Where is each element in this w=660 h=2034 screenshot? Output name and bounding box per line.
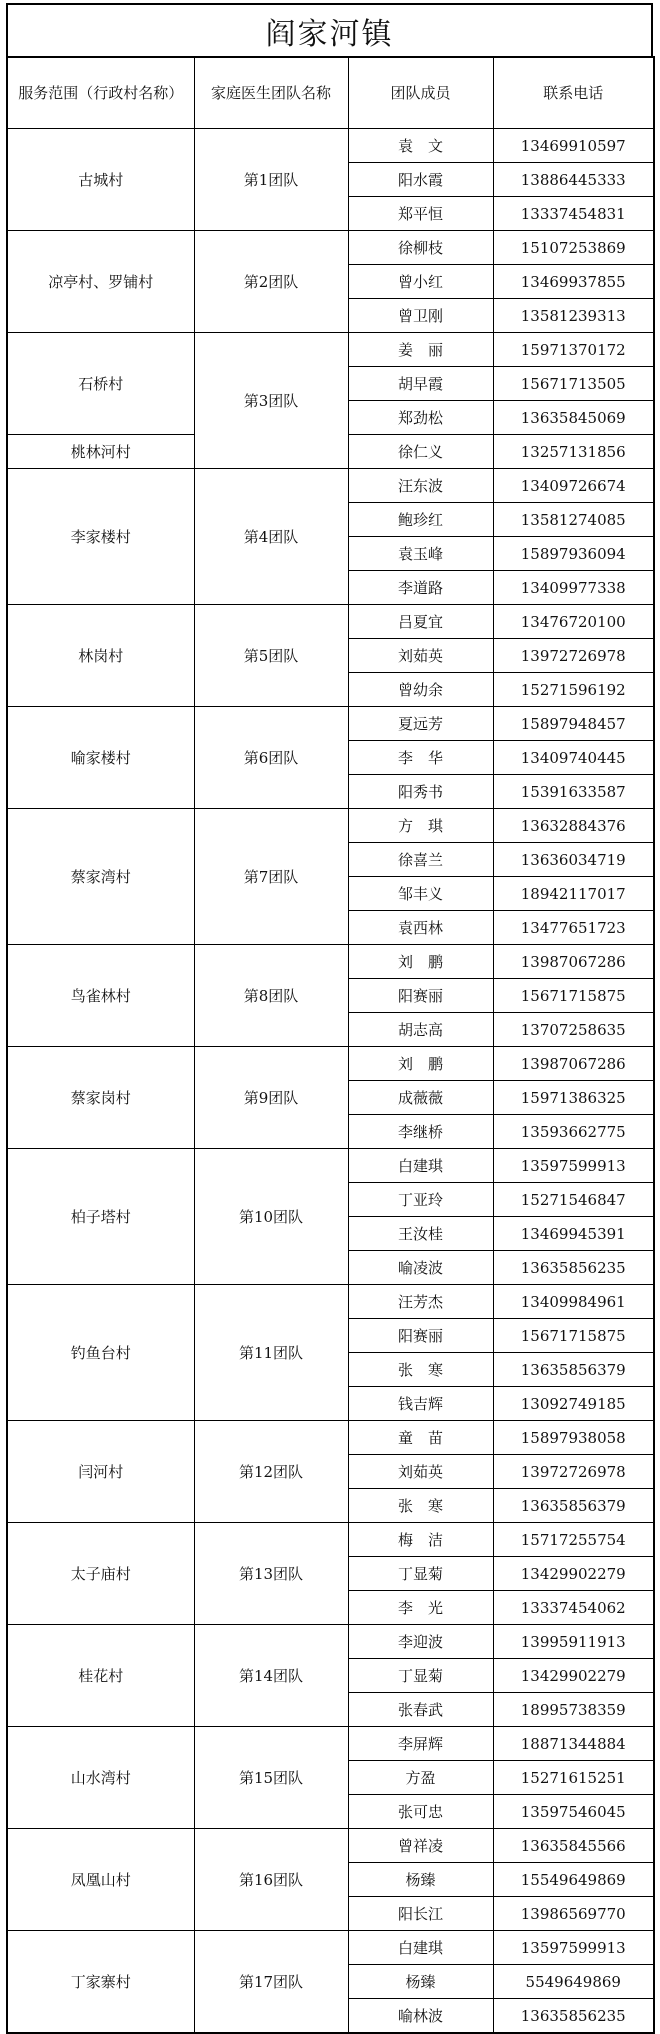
member-name-cell: 杨臻 <box>348 1863 493 1897</box>
team-name-cell: 第13团队 <box>194 1523 348 1625</box>
member-name-cell: 李 华 <box>348 741 493 775</box>
phone-cell: 13972726978 <box>493 1455 654 1489</box>
village-cell: 林岗村 <box>7 605 194 707</box>
member-name-cell: 刘 鹏 <box>348 945 493 979</box>
phone-cell: 15971370172 <box>493 333 654 367</box>
phone-cell: 15271546847 <box>493 1183 654 1217</box>
member-name-cell: 阳长江 <box>348 1897 493 1931</box>
member-name-cell: 张 寒 <box>348 1489 493 1523</box>
phone-cell: 15391633587 <box>493 775 654 809</box>
member-name-cell: 郑平恒 <box>348 197 493 231</box>
member-name-cell: 丁亚玲 <box>348 1183 493 1217</box>
phone-cell: 15671715875 <box>493 1319 654 1353</box>
table-row <box>7 1047 654 1081</box>
member-name-cell: 张春武 <box>348 1693 493 1727</box>
member-name-cell: 邹丰义 <box>348 877 493 911</box>
village-cell: 太子庙村 <box>7 1523 194 1625</box>
team-name-cell: 第17团队 <box>194 1931 348 2034</box>
phone-cell: 13476720100 <box>493 605 654 639</box>
phone-cell: 13581274085 <box>493 503 654 537</box>
table-row <box>7 1625 654 1659</box>
phone-cell: 13707258635 <box>493 1013 654 1047</box>
member-name-cell: 张 寒 <box>348 1353 493 1387</box>
table-row <box>7 945 654 979</box>
team-name-cell: 第8团队 <box>194 945 348 1047</box>
team-name-cell: 第11团队 <box>194 1285 348 1421</box>
member-name-cell: 钱吉辉 <box>348 1387 493 1421</box>
member-name-cell: 汪东波 <box>348 469 493 503</box>
table-row <box>7 1421 654 1455</box>
member-name-cell: 梅 洁 <box>348 1523 493 1557</box>
team-name-cell: 第10团队 <box>194 1149 348 1285</box>
table-row <box>7 605 654 639</box>
member-name-cell: 白建琪 <box>348 1149 493 1183</box>
team-name-cell: 第3团队 <box>194 333 348 469</box>
phone-cell: 13409740445 <box>493 741 654 775</box>
member-name-cell: 鲍珍红 <box>348 503 493 537</box>
member-name-cell: 胡早霞 <box>348 367 493 401</box>
village-cell: 石桥村 <box>7 333 194 435</box>
phone-cell: 13593662775 <box>493 1115 654 1149</box>
team-name-cell: 第4团队 <box>194 469 348 605</box>
member-name-cell: 刘 鹏 <box>348 1047 493 1081</box>
member-name-cell: 徐仁义 <box>348 435 493 469</box>
member-name-cell: 汪芳杰 <box>348 1285 493 1319</box>
village-cell: 桃林河村 <box>7 435 194 469</box>
page-title: 阎家河镇 <box>6 3 653 56</box>
phone-cell: 13429902279 <box>493 1659 654 1693</box>
member-name-cell: 胡志高 <box>348 1013 493 1047</box>
village-cell: 桂花村 <box>7 1625 194 1727</box>
header-phone: 联系电话 <box>493 57 654 129</box>
member-name-cell: 徐喜兰 <box>348 843 493 877</box>
member-name-cell: 袁玉峰 <box>348 537 493 571</box>
member-name-cell: 李迎波 <box>348 1625 493 1659</box>
phone-cell: 13337454831 <box>493 197 654 231</box>
table-row <box>7 1523 654 1557</box>
member-name-cell: 喻凌波 <box>348 1251 493 1285</box>
phone-cell: 13429902279 <box>493 1557 654 1591</box>
phone-cell: 13886445333 <box>493 163 654 197</box>
header-team-name: 家庭医生团队名称 <box>194 57 348 129</box>
table-row <box>7 469 654 503</box>
phone-cell: 18871344884 <box>493 1727 654 1761</box>
team-name-cell: 第2团队 <box>194 231 348 333</box>
table-row <box>7 1285 654 1319</box>
member-name-cell: 童 苗 <box>348 1421 493 1455</box>
phone-cell: 13987067286 <box>493 945 654 979</box>
table-row <box>7 129 654 163</box>
table-row <box>7 1149 654 1183</box>
phone-cell: 13632884376 <box>493 809 654 843</box>
team-name-cell: 第1团队 <box>194 129 348 231</box>
member-name-cell: 姜 丽 <box>348 333 493 367</box>
phone-cell: 15671713505 <box>493 367 654 401</box>
member-name-cell: 丁显菊 <box>348 1557 493 1591</box>
member-name-cell: 刘茹英 <box>348 1455 493 1489</box>
phone-cell: 13477651723 <box>493 911 654 945</box>
phone-cell: 13987067286 <box>493 1047 654 1081</box>
village-cell: 鸟雀林村 <box>7 945 194 1047</box>
phone-cell: 13092749185 <box>493 1387 654 1421</box>
team-name-cell: 第9团队 <box>194 1047 348 1149</box>
header-members: 团队成员 <box>348 57 493 129</box>
phone-cell: 13986569770 <box>493 1897 654 1931</box>
member-name-cell: 阳秀书 <box>348 775 493 809</box>
member-name-cell: 张可忠 <box>348 1795 493 1829</box>
phone-cell: 13636034719 <box>493 843 654 877</box>
village-cell: 蔡家湾村 <box>7 809 194 945</box>
village-cell: 山水湾村 <box>7 1727 194 1829</box>
phone-cell: 13469945391 <box>493 1217 654 1251</box>
member-name-cell: 曾卫刚 <box>348 299 493 333</box>
phone-cell: 13409977338 <box>493 571 654 605</box>
member-name-cell: 李继桥 <box>348 1115 493 1149</box>
member-name-cell: 曾幼余 <box>348 673 493 707</box>
phone-cell: 13635845566 <box>493 1829 654 1863</box>
member-name-cell: 喻林波 <box>348 1999 493 2034</box>
phone-cell: 15271596192 <box>493 673 654 707</box>
phone-cell: 13257131856 <box>493 435 654 469</box>
member-name-cell: 王汝桂 <box>348 1217 493 1251</box>
table-row <box>7 231 654 265</box>
member-name-cell: 袁西林 <box>348 911 493 945</box>
phone-cell: 15549649869 <box>493 1863 654 1897</box>
phone-cell: 13409984961 <box>493 1285 654 1319</box>
village-cell: 闫河村 <box>7 1421 194 1523</box>
phone-cell: 13581239313 <box>493 299 654 333</box>
team-name-cell: 第12团队 <box>194 1421 348 1523</box>
phone-cell: 15271615251 <box>493 1761 654 1795</box>
roster-table <box>6 56 655 2034</box>
phone-cell: 13635856379 <box>493 1489 654 1523</box>
village-cell: 丁家寨村 <box>7 1931 194 2034</box>
village-cell: 蔡家岗村 <box>7 1047 194 1149</box>
member-name-cell: 阳赛丽 <box>348 979 493 1013</box>
phone-cell: 13469910597 <box>493 129 654 163</box>
phone-cell: 13597546045 <box>493 1795 654 1829</box>
member-name-cell: 阳赛丽 <box>348 1319 493 1353</box>
member-name-cell: 郑劲松 <box>348 401 493 435</box>
table-row <box>7 809 654 843</box>
member-name-cell: 李 光 <box>348 1591 493 1625</box>
phone-cell: 5549649869 <box>493 1965 654 1999</box>
team-name-cell: 第16团队 <box>194 1829 348 1931</box>
phone-cell: 13995911913 <box>493 1625 654 1659</box>
village-cell: 古城村 <box>7 129 194 231</box>
phone-cell: 18995738359 <box>493 1693 654 1727</box>
phone-cell: 15717255754 <box>493 1523 654 1557</box>
member-name-cell: 曾祥凌 <box>348 1829 493 1863</box>
team-name-cell: 第6团队 <box>194 707 348 809</box>
table-row <box>7 1931 654 1965</box>
member-name-cell: 方盈 <box>348 1761 493 1795</box>
phone-cell: 15897936094 <box>493 537 654 571</box>
table-row <box>7 707 654 741</box>
phone-cell: 13635845069 <box>493 401 654 435</box>
village-cell: 柏子塔村 <box>7 1149 194 1285</box>
phone-cell: 13409726674 <box>493 469 654 503</box>
phone-cell: 15897948457 <box>493 707 654 741</box>
team-name-cell: 第15团队 <box>194 1727 348 1829</box>
member-name-cell: 袁 文 <box>348 129 493 163</box>
village-cell: 李家楼村 <box>7 469 194 605</box>
member-name-cell: 成薇薇 <box>348 1081 493 1115</box>
village-cell: 钓鱼台村 <box>7 1285 194 1421</box>
header-service-area: 服务范围（行政村名称） <box>7 57 194 129</box>
phone-cell: 13972726978 <box>493 639 654 673</box>
member-name-cell: 阳水霞 <box>348 163 493 197</box>
phone-cell: 13635856379 <box>493 1353 654 1387</box>
phone-cell: 13337454062 <box>493 1591 654 1625</box>
member-name-cell: 曾小红 <box>348 265 493 299</box>
member-name-cell: 丁显菊 <box>348 1659 493 1693</box>
team-name-cell: 第7团队 <box>194 809 348 945</box>
team-name-cell: 第14团队 <box>194 1625 348 1727</box>
table-row <box>7 1829 654 1863</box>
phone-cell: 18942117017 <box>493 877 654 911</box>
village-cell: 凤凰山村 <box>7 1829 194 1931</box>
member-name-cell: 刘茹英 <box>348 639 493 673</box>
roster-body <box>7 129 654 2034</box>
phone-cell: 13597599913 <box>493 1149 654 1183</box>
village-cell: 喻家楼村 <box>7 707 194 809</box>
member-name-cell: 李道路 <box>348 571 493 605</box>
phone-cell: 15971386325 <box>493 1081 654 1115</box>
member-name-cell: 吕夏宜 <box>348 605 493 639</box>
member-name-cell: 夏远芳 <box>348 707 493 741</box>
member-name-cell: 杨臻 <box>348 1965 493 1999</box>
header-row <box>7 57 654 129</box>
phone-cell: 13597599913 <box>493 1931 654 1965</box>
phone-cell: 13469937855 <box>493 265 654 299</box>
table-row <box>7 333 654 367</box>
phone-cell: 13635856235 <box>493 1251 654 1285</box>
member-name-cell: 方 琪 <box>348 809 493 843</box>
member-name-cell: 李屏辉 <box>348 1727 493 1761</box>
village-cell: 凉亭村、罗铺村 <box>7 231 194 333</box>
phone-cell: 13635856235 <box>493 1999 654 2034</box>
member-name-cell: 白建琪 <box>348 1931 493 1965</box>
member-name-cell: 徐柳枝 <box>348 231 493 265</box>
phone-cell: 15897938058 <box>493 1421 654 1455</box>
phone-cell: 15671715875 <box>493 979 654 1013</box>
phone-cell: 15107253869 <box>493 231 654 265</box>
team-name-cell: 第5团队 <box>194 605 348 707</box>
table-row <box>7 1727 654 1761</box>
